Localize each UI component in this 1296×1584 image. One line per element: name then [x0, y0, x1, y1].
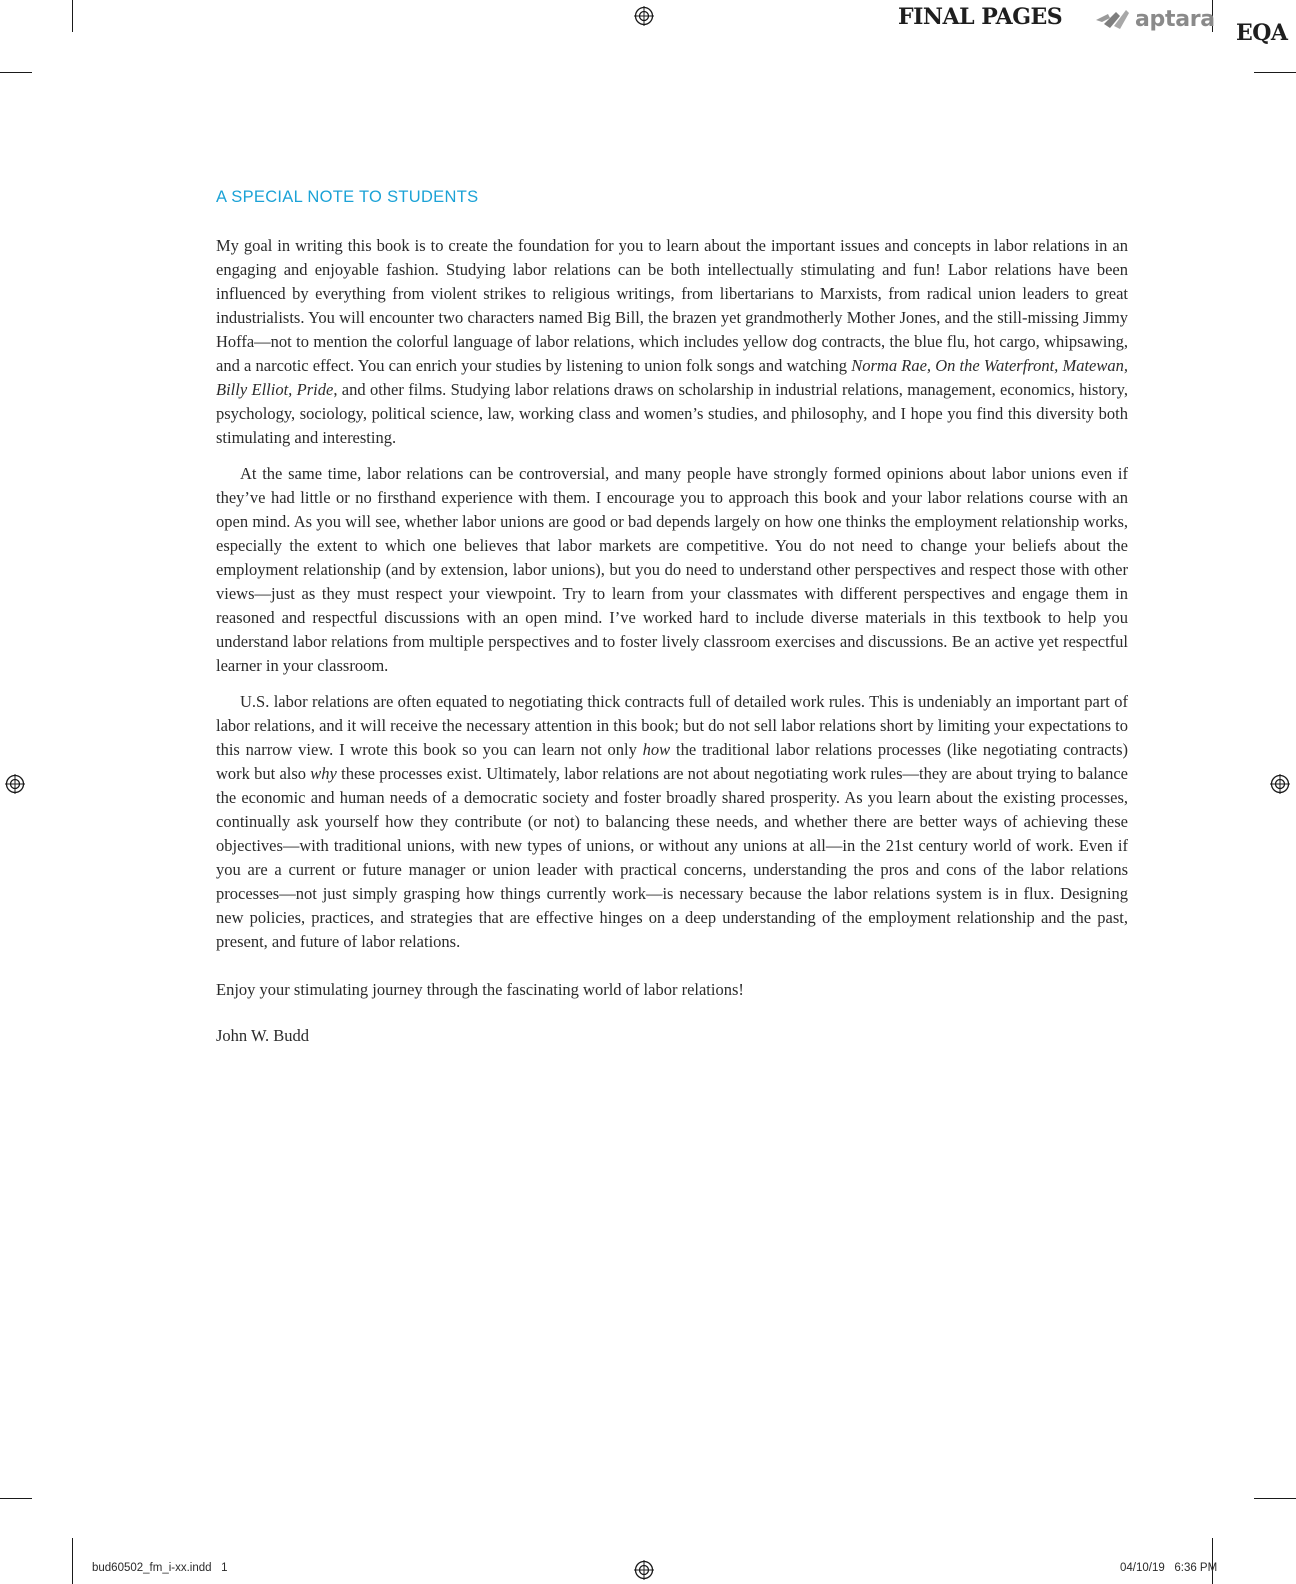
body-text: [216, 234, 1128, 1048]
registration-mark-icon: [5, 774, 25, 794]
paragraph-3-text-c: these processes exist. Ultimately, labor relations are not about negotiating work rules—they are about trying to balance the economic and human needs of a democratic society and foster broadly shared prosperity. As you learn about the existing processes, continually ask yourself how they contribute (or not) to balancing these needs, and whether there are better ways of achieving these objectives—with traditional unions, with new types of unions, or without any unions at all—in the 21st century world of work. Even if you are a current or future manager or union leader with practical concerns, understanding the pros and cons of the labor relations processes—not just simply grasping how things currently work—is necessary because the labor relations system is in flux. Designing new policies, practices, and strategies that are effective hinges on a deep understanding of the employment relationship and the past, present, and future of labor relations.: [216, 764, 1128, 951]
crop-mark-top-right-horizontal: [1254, 72, 1296, 73]
aptara-brand-name: aptara: [1135, 6, 1215, 32]
paragraph-3-text-a: U.S. labor relations are often equated to negotiating thick contracts full of detailed work rules. This is undeniably an important part of labor relations, and it will receive the necessary attention in this book; but do not sell labor relations short by limiting your expectations to this narrow view. I wrote this book so you can learn not only: [216, 692, 1128, 759]
paragraph-1: [216, 234, 1128, 450]
footer-file-name: bud60502_fm_i-xx.indd 1: [92, 1562, 228, 1574]
emphasis-why: why: [310, 764, 337, 783]
emphasis-how: how: [642, 740, 671, 759]
paragraph-2: At the same time, labor relations can be controversial, and many people have strongly formed opinions about labor unions even if they’ve had little or no firsthand experience with them. I encourage you to approach this book and your labor relations course with an open mind. As you will see, whether labor unions are good or bad depends largely on how one thinks the employment relationship works, especially the extent to which one believes that labor markets are competitive. You do not need to change your beliefs about the employment relationship (and by extension, labor unions), but you do need to understand other perspectives and respect those with other views—just as they must respect your viewpoint. Try to learn from your classmates with different perspectives and engage them in reasoned and respectful discussions with an open mind. I’ve worked hard to include diverse materials in this textbook to help you understand labor relations from multiple perspectives and to foster lively classroom exercises and discussions. Be an active yet respectful learner in your classroom.: [216, 464, 1128, 675]
footer-date: 04/10/19 6:36 PM: [1120, 1562, 1218, 1574]
registration-mark-icon: [634, 1560, 654, 1580]
aptara-brand: [1096, 4, 1215, 34]
author-signature: John W. Budd: [216, 1026, 310, 1045]
aptara-logo-icon: [1096, 8, 1130, 30]
registration-mark-icon: [1270, 774, 1290, 794]
film-titles: Norma Rae, On the Waterfront, Matewan, Billy Elliot, Pride: [216, 356, 1129, 399]
eqa-label: EQA: [1236, 20, 1288, 46]
crop-mark-bottom-left-horizontal: [0, 1498, 32, 1499]
closing-line: Enjoy your stimulating journey through the fascinating world of labor relations!: [216, 980, 744, 999]
final-pages-label: FINAL PAGES: [898, 4, 1063, 30]
paragraph-1-text-b: , and other films. Studying labor relations draws on scholarship in industrial relations, management, economics, history, psychology, sociology, political science, law, working class and women’s studies, and philosophy, and I hope you find this diversity both stimulating and interesting.: [216, 380, 1128, 447]
paragraph-1-text-a: My goal in writing this book is to create the foundation for you to learn about the important issues and concepts in labor relations in an engaging and enjoyable fashion. Studying labor relations can be both intellectually stimulating and fun! Labor relations have been influenced by everything from violent strikes to religious writings, from libertarians to Marxists, from radical union leaders to great industrialists. You will encounter two characters named Big Bill, the brazen yet grandmotherly Mother Jones, and the still-missing Jimmy Hoffa—not to mention the colorful language of labor relations, which includes yellow dog contracts, the blue flu, hot cargo, whipsawing, and a narcotic effect. You can enrich your studies by listening to union folk songs and watching: [216, 236, 1128, 375]
registration-mark-icon: [634, 6, 654, 26]
crop-mark-bottom-left-vertical: [72, 1538, 73, 1584]
crop-mark-top-left-vertical: [72, 0, 73, 32]
crop-mark-top-left-horizontal: [0, 72, 32, 73]
paragraph-3-text-b: the traditional labor relations processes (like negotiating contracts) work but also: [216, 740, 1128, 783]
section-heading: A SPECIAL NOTE TO STUDENTS: [216, 188, 479, 206]
crop-mark-bottom-right-vertical: [1212, 1538, 1213, 1584]
paragraph-3: [216, 690, 1128, 954]
crop-mark-bottom-right-horizontal: [1254, 1498, 1296, 1499]
